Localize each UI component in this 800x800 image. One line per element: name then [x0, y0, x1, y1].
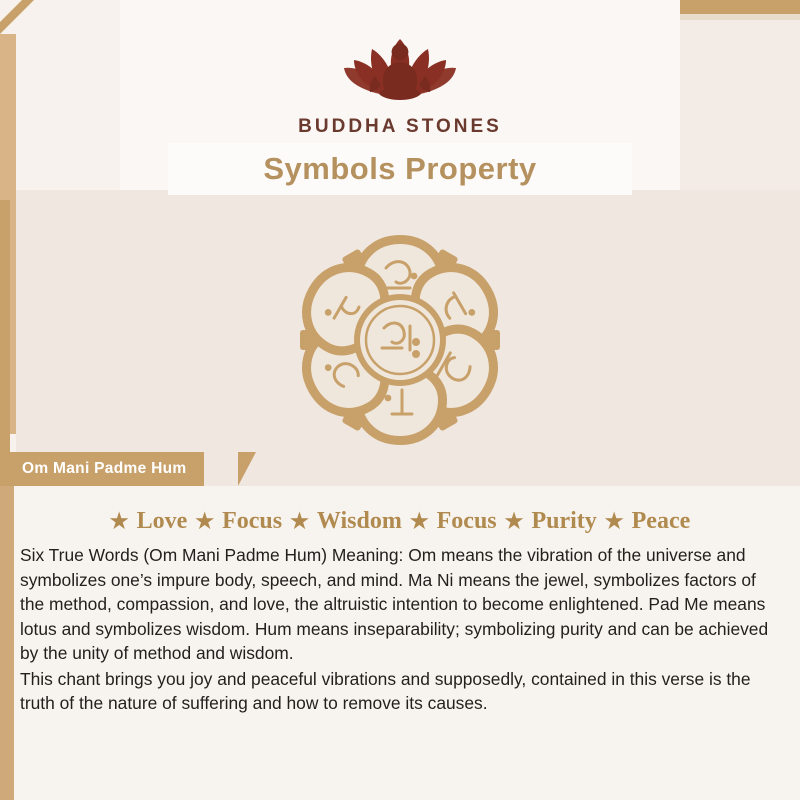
keyword-love: Love [136, 508, 188, 534]
keyword-list [0, 508, 800, 535]
keyword-wisdom: Wisdom [316, 508, 402, 534]
ribbon-label: Om Mani Padme Hum [22, 460, 187, 477]
keyword-peace: Peace [631, 508, 691, 534]
keyword-focus-2: Focus [436, 508, 497, 534]
star-icon: ★ [290, 509, 309, 533]
page-title: Symbols Property [263, 151, 537, 186]
keyword-purity: Purity [531, 508, 597, 534]
star-icon: ★ [409, 509, 429, 533]
star-icon: ★ [109, 509, 129, 533]
star-icon: ★ [195, 509, 215, 533]
page-title-bar [168, 143, 632, 195]
star-icon: ★ [604, 509, 624, 533]
lotus-meditation-figure-icon [305, 18, 495, 114]
om-mani-padme-hum-lotus-mandala-icon [250, 208, 550, 476]
description-text [20, 543, 782, 716]
brand-logo [0, 18, 800, 138]
star-icon: ★ [504, 509, 524, 533]
description-paragraph-2: This chant brings you joy and peaceful vibrations and supposedly, contained in this verse is the truth of the nature of suffering and how to remove its causes. [20, 668, 751, 714]
ribbon-notch [238, 452, 256, 486]
description-paragraph-1: Six True Words (Om Mani Padme Hum) Meaning: Om means the vibration of the universe and symbolizes one’s impure body, speech, and mind. Ma Ni means the jewel, symbolizes factors of the method, compassion, and love, the altruistic intention to become enlightened. Pad Me means lotus and symbolizes wisdom. Hum means inseparability; symbolizing purity and can be achieved by the unity of method and wisdom. [20, 545, 769, 664]
om-mani-padme-hum-ribbon [0, 452, 204, 486]
keyword-focus-1: Focus [222, 508, 283, 534]
brand-name: BUDDHA STONES [298, 116, 502, 137]
left-gold-strip-accent [0, 200, 10, 460]
